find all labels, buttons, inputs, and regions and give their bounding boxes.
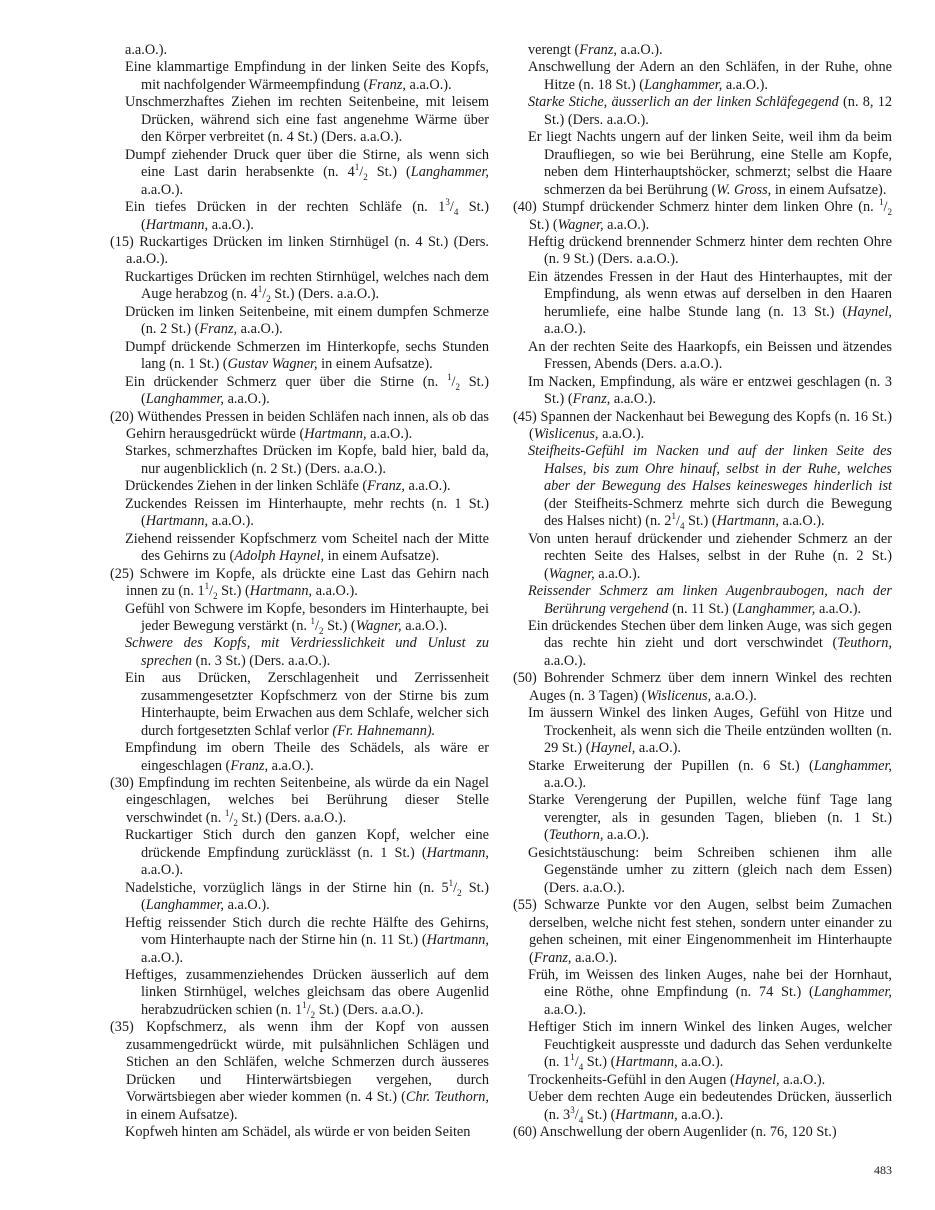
symptom-entry-numbered: (15) Ruckartiges Drücken im linken Stirnhügel (n. 4 St.) (Ders. a.a.O.). (110, 233, 489, 268)
symptom-entry: Starke Stiche, äusserlich an der linken Schläfegegend (n. 8, 12 St.) (Ders. a.a.O.). (528, 94, 892, 128)
symptom-entry: Von unten herauf drückender und ziehender Schmerz an der rechten Seite des Halses, selbst in der Ruhe (n. 2 St.) (Wagner, a.a.O.). (528, 530, 892, 582)
symptom-entry: Starkes, schmerzhaftes Drücken im Kopfe, bald hier, bald da, nur augenblicklich (n. 2 St.) (Ders. a.a.O.). (125, 443, 489, 477)
symptom-entry: Ein drückendes Stechen über dem linken Auge, was sich gegen das rechte hin zieht und dort verschwindet (Teuthorn, a.a.O.). (528, 617, 892, 669)
symptom-entry: Ueber dem rechten Auge ein bedeutendes Drücken, äusserlich (n. $3^3/_4$ St.) (Hartmann, a.a.O.). (528, 1089, 892, 1125)
symptom-entry: Gesichtstäuschung: beim Schreiben schienen ihm alle Gegenstände umher zu zittern (gleich nach dem Essen) (Ders. a.a.O.). (528, 844, 892, 896)
symptom-entry: Drückendes Ziehen in der linken Schläfe (Franz, a.a.O.). (125, 478, 451, 495)
symptom-entry: Er liegt Nachts ungern auf der linken Seite, weil ihm da beim Drauﬂiegen, so wie bei Berührung, eine Stelle am Kopfe, neben dem Hinterhauptshöcker, schmerzt; selbst die Haare schmerzen da bei Berührung (W. Gross, in einem Aufsatze). (528, 129, 892, 198)
symptom-entry: Dumpf drückende Schmerzen im Hinterkopfe, sechs Stunden lang (n. 1 St.) (Gustav Wagner, in einem Aufsatze). (125, 338, 489, 373)
symptom-entry: Anschwellung der Adern an den Schläfen, in der Ruhe, ohne Hitze (n. 18 St.) (Langhammer, a.a.O.). (528, 59, 892, 93)
symptom-entry: Empfindung im obern Theile des Schädels, als wäre er eingeschlagen (Franz, a.a.O.). (125, 740, 489, 774)
symptom-entry-numbered: (50) Bohrender Schmerz über dem innern Winkel des rechten Auges (n. 3 Tagen) (Wislicenus, a.a.O.). (513, 670, 892, 704)
symptom-entry: Früh, im Weissen des linken Auges, nahe bei der Hornhaut, eine Röthe, ohne Empfindung (n. 74 St.) (Langhammer, a.a.O.). (528, 967, 892, 1018)
symptom-entry: Starke Verengerung der Pupillen, welche fünf Tage lang verengter, als in gesunden Tagen, blieben (n. 1 St.) (Teuthorn, a.a.O.). (528, 792, 892, 844)
symptom-entry: An der rechten Seite des Haarkopfs, ein Beissen und ätzendes Fressen, Abends (Ders. a.a.O.). (528, 338, 892, 373)
symptom-entry: Nadelstiche, vorzüglich längs in der Stirne hin (n. $5^1/_2$ St.) (Langhammer, a.a.O.). (125, 877, 489, 914)
symptom-entry: Heftig reissender Stich durch die rechte Hälfte des Gehirns, vom Hinterhaupte nach der Stirne hin (n. 11 St.) (Hartmann, a.a.O.). (125, 914, 489, 966)
symptom-entry: Ein ätzendes Fressen in der Haut des Hinterhauptes, mit der Empfindung, als wenn etwas auf derselben in den Haaren herumliefe, eine halbe Stunde lang (n. 13 St.) (Haynel, a.a.O.). (528, 268, 892, 338)
symptom-entry: Heftiger Stich im innern Winkel des linken Auges, welcher Feuchtigkeit auspresste und dadurch das Sehen verdunkelte (n. $1^1/_4$ St.) (Hartmann, a.a.O.). (528, 1019, 892, 1073)
page-number: 483 (874, 1163, 892, 1177)
symptom-entry: Ein drückender Schmerz quer über die Stirne (n. $^1/_2$ St.) (Langhammer, a.a.O.). (125, 371, 489, 408)
symptom-entry: verengt (Franz, a.a.O.). (528, 42, 663, 58)
symptom-entry: Steifheits-Gefühl im Nacken und auf der linken Seite des Halses, bis zum Ohre hinauf, selbst in der Ruhe, welches aber der Bewegung des Halses keinesweges hinderlich ist (der Steifheits-Schmerz mehrte sich durch die Bewegung des Halses nicht) (n. $2^1/_4$ St.) (Hartmann, a.a.O.). (528, 443, 892, 532)
symptom-entry: Heftig drückend brennender Schmerz hinter dem rechten Ohre (n. 9 St.) (Ders. a.a.O.). (528, 233, 892, 268)
symptom-entry: Kopfweh hinten am Schädel, als würde er von beiden Seiten (125, 1124, 471, 1141)
symptom-entry: Gefühl von Schwere im Kopfe, besonders im Hinterhaupte, bei jeder Bewegung verstärkt (n. $^1/_2$ St.) (Wagner, a.a.O.). (125, 600, 489, 636)
symptom-entry-numbered: (45) Spannen der Nackenhaut bei Bewegung des Kopfs (n. 16 St.) (Wislicenus, a.a.O.). (513, 408, 892, 442)
symptom-entry: Eine klammartige Empfindung in der linken Seite des Kopfs, mit nachfolgender Wärmeempfindung (Franz, a.a.O.). (125, 59, 489, 93)
symptom-entry: Dumpf ziehender Druck quer über die Stirne, als wenn sich eine Last darin herabsenkte (n. $4^1/_2$ St.) (Langhammer, a.a.O.). (125, 146, 489, 198)
symptom-entry-numbered: (30) Empfindung im rechten Seitenbeine, als würde da ein Nagel eingeschlagen, welches bei Berührung dieser Stelle verschwindet (n. $^1/_2$ St.) (Ders. a.a.O.). (110, 775, 489, 828)
symptom-entry: Im Nacken, Empfindung, als wäre er entzwei geschlagen (n. 3 St.) (Franz, a.a.O.). (528, 373, 892, 408)
symptom-entry: Im äussern Winkel des linken Auges, Gefühl von Hitze und Trockenheit, als wenn sich die Theile entzünden wollten (n. 29 St.) (Haynel, a.a.O.). (528, 705, 892, 757)
symptom-entry: Ziehend reissender Kopfschmerz vom Scheitel nach der Mitte des Gehirns zu (Adolph Haynel, in einem Aufsatze). (125, 530, 489, 565)
symptom-entry: Starke Erweiterung der Pupillen (n. 6 St.) (Langhammer, a.a.O.). (528, 757, 892, 792)
right-column (513, 42, 892, 1142)
symptom-entry: Ein tiefes Drücken in der rechten Schläfe (n. $1^3/_4$ St.) (Hartmann, a.a.O.). (125, 197, 489, 233)
symptom-entry: Reissender Schmerz am linken Augenbraubogen, nach der Berührung vergehend (n. 11 St.) (Langhammer, a.a.O.). (528, 583, 892, 617)
left-column (110, 42, 489, 1142)
symptom-entry: Ruckartiger Stich durch den ganzen Kopf, welcher eine drückende Empfindung zurücklässt (n. 1 St.) (Hartmann, a.a.O.). (125, 827, 489, 879)
symptom-entry: a.a.O.). (125, 42, 168, 58)
symptom-entry: Zuckendes Reissen im Hinterhaupte, mehr rechts (n. 1 St.) (Hartmann, a.a.O.). (125, 495, 489, 530)
symptom-entry-numbered: (35) Kopfschmerz, als wenn ihm der Kopf von aussen zusammengedrückt würde, mit pulsähnlichen Schlägen und Stichen an den Schläfen, welche Schmerzen durch äusseres Drücken und Hinterwärtsbiegen vergehen, durch Vorwärtsbiegen aber wieder kommen (n. 4 St.) (Chr. Teuthorn, in einem Aufsatze). (110, 1019, 490, 1123)
symptom-entry: Heftiges, zusammenziehendes Drücken äusserlich auf dem linken Stirnhügel, welches gleichsam das obere Augenlid herabzudrücken schien (n. $1^1/_2$ St.) (Ders. a.a.O.). (125, 967, 489, 1020)
symptom-entry: Schwere des Kopfs, mit Verdriesslichkeit und Unlust zu sprechen (n. 3 St.) (Ders. a.a.O.). (125, 635, 489, 669)
symptom-entry: Ein aus Drücken, Zerschlagenheit und Zerrissenheit zusammengesetzter Kopfschmerz von der Stirne bis zum Hinterhaupte, beim Erwachen aus dem Schlafe, welcher sich durch fortgesetzten Schlaf verlor (Fr. Hahnemann). (125, 670, 489, 739)
symptom-entry: Drücken im linken Seitenbeine, mit einem dumpfen Schmerze (n. 2 St.) (Franz, a.a.O.). (125, 303, 489, 338)
symptom-entry-numbered: (20) Wüthendes Pressen in beiden Schläfen nach innen, als ob das Gehirn herausgedrückt würde (Hartmann, a.a.O.). (110, 408, 489, 442)
symptom-entry-numbered: (60) Anschwellung der obern Augenlider (n. 76, 120 St.) (513, 1124, 837, 1141)
symptom-entry: Trockenheits-Gefühl in den Augen (Haynel, a.a.O.). (528, 1071, 826, 1088)
symptom-entry-numbered: (55) Schwarze Punkte vor den Augen, selbst beim Zumachen derselben, welche nicht fest stehen, sondern unter einander zu gehen scheinen, mit einer Eingenommenheit im Hinterhaupte (Franz, a.a.O.). (513, 897, 892, 966)
symptom-entry-numbered: (25) Schwere im Kopfe, als drückte eine Last das Gehirn nach innen zu (n. $1^1/_2$ St.) (Hartmann, a.a.O.). (110, 565, 489, 601)
symptom-entry-numbered: (40) Stumpf drückender Schmerz hinter dem linken Ohre (n. $^1/_2$ St.) (Wagner, a.a.O.). (513, 197, 892, 233)
symptom-entry: Unschmerzhaftes Ziehen im rechten Seitenbeine, mit leisem Drücken, während sich eine fast angenehme Wärme über den Körper verbreitet (n. 4 St.) (Ders. a.a.O.). (125, 94, 489, 146)
symptom-entry: Ruckartiges Drücken im rechten Stirnhügel, welches nach dem Auge herabzog (n. $4^1/_2$ St.) (Ders. a.a.O.). (125, 268, 489, 305)
